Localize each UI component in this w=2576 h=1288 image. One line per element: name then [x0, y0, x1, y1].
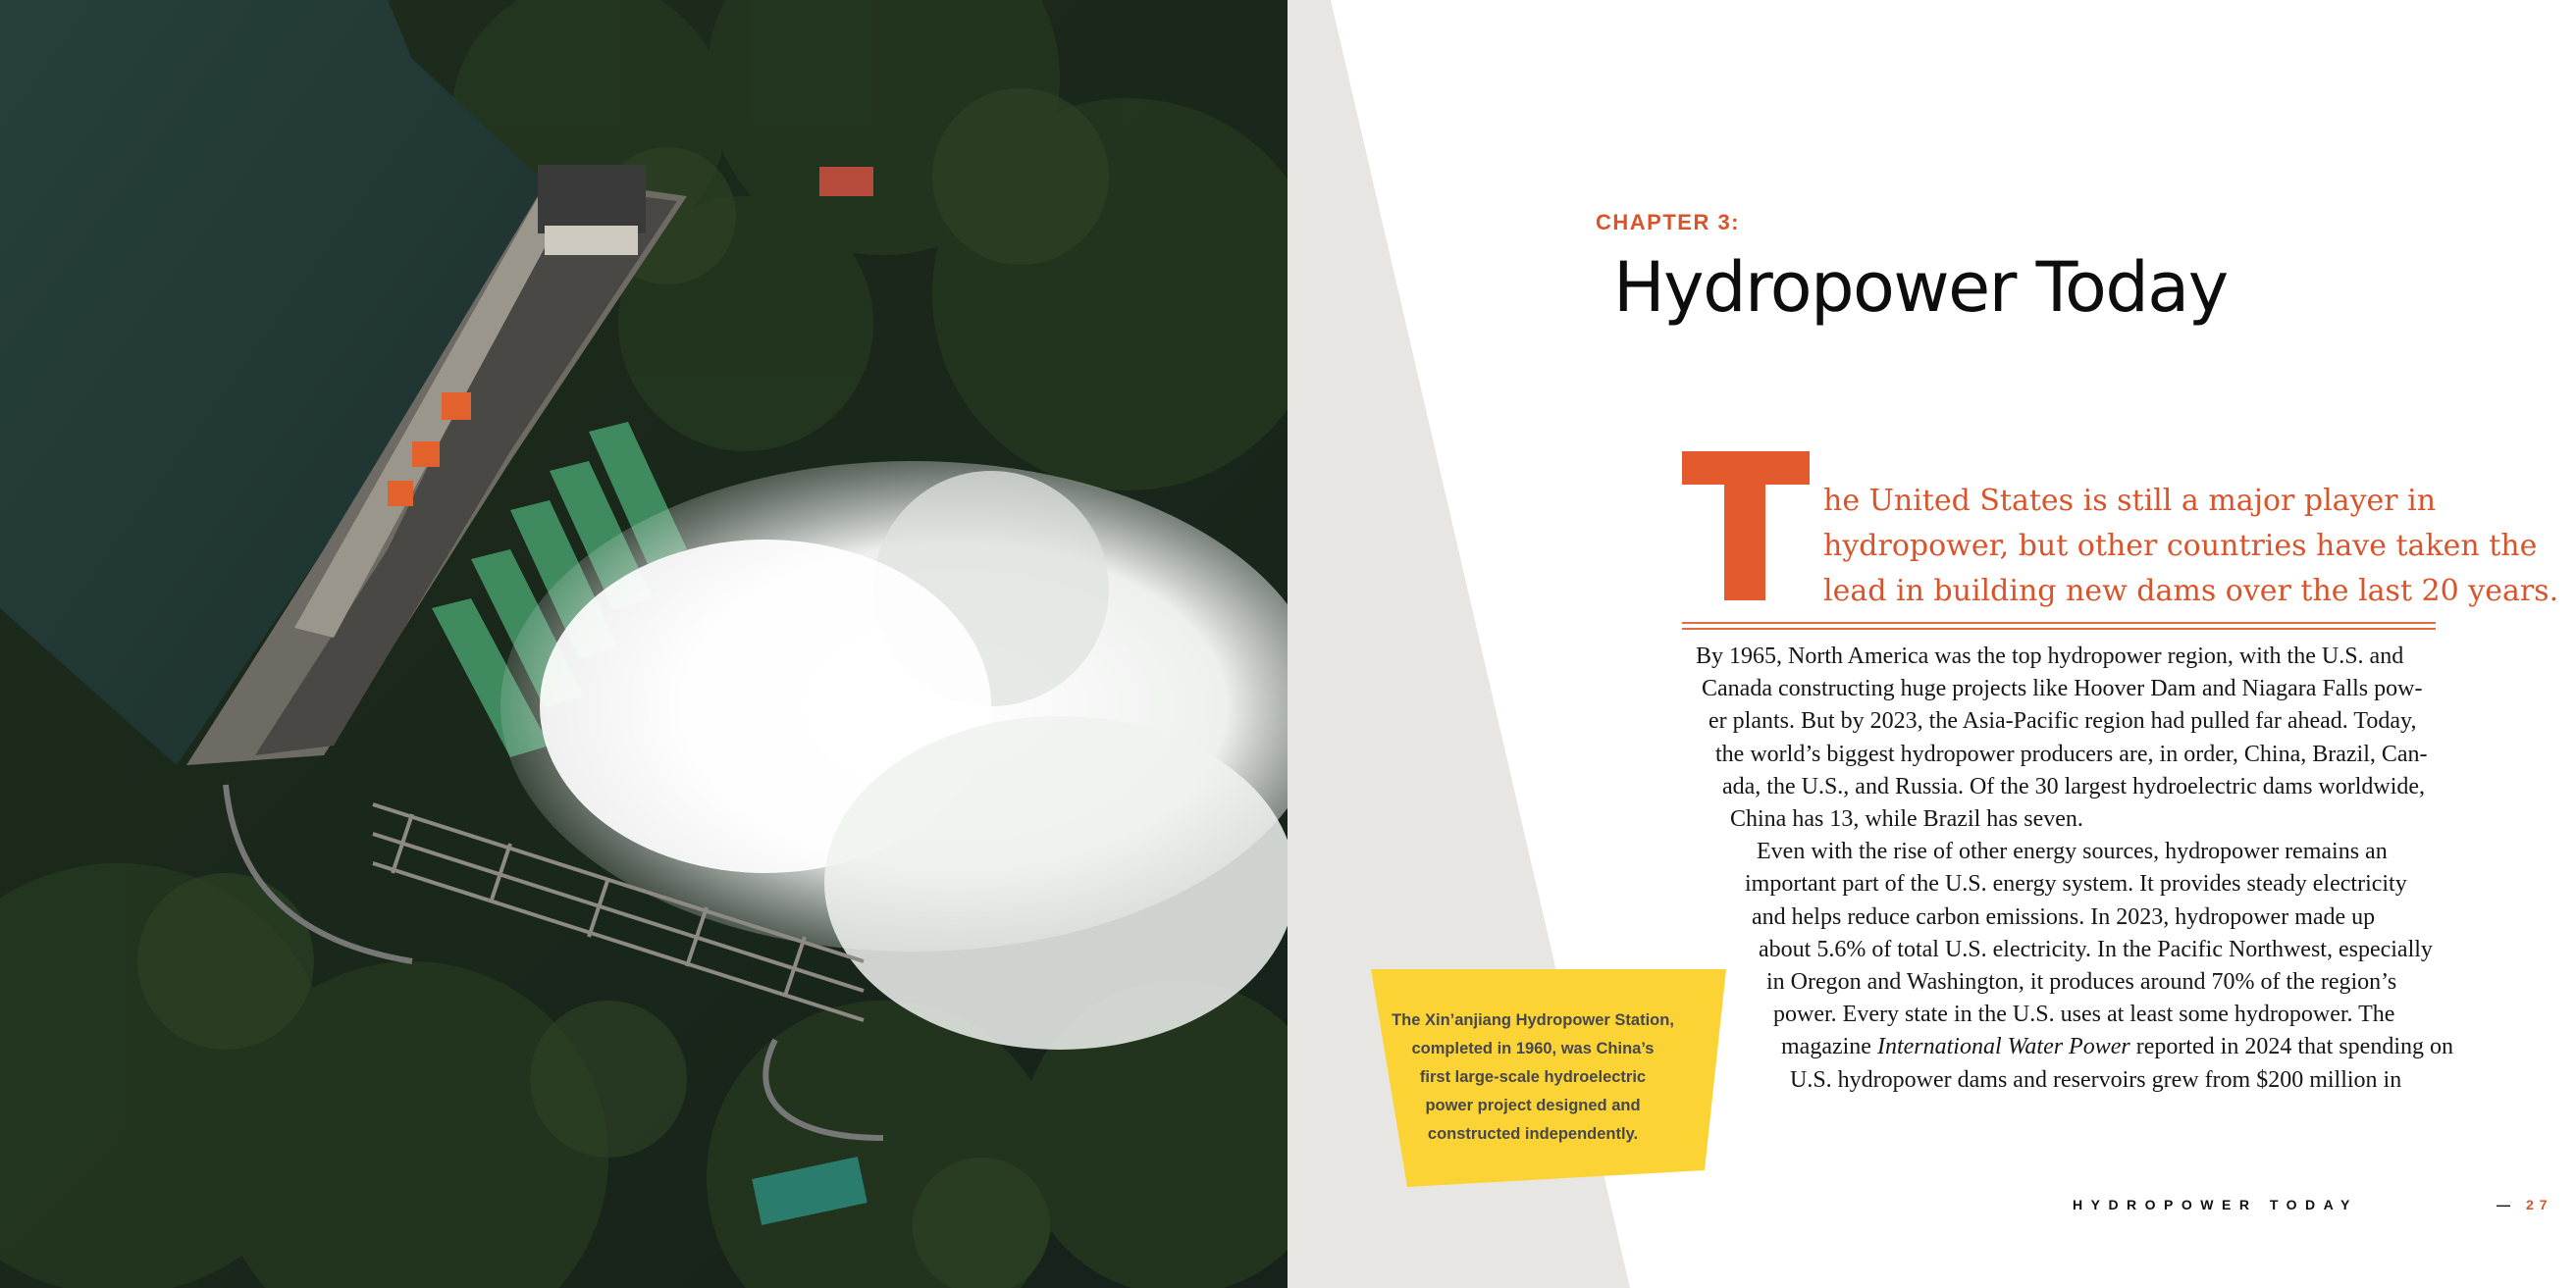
divider-rule — [1682, 628, 2436, 630]
caption-line: completed in 1960, was China’s — [1411, 1040, 1655, 1057]
body-line: ada, the U.S., and Russia. Of the 30 largest hydroelectric dams worldwide, — [1722, 774, 2426, 799]
caption-line: power project designed and — [1425, 1097, 1641, 1114]
body-line — [1781, 1031, 2453, 1063]
magazine-title: International Water Power — [1876, 1034, 2130, 1059]
body-line: power. Every state in the U.S. uses at least some hydropower. The — [1773, 1002, 2395, 1027]
body-line: Canada constructing huge projects like Hoover Dam and Niagara Falls pow- — [1702, 676, 2423, 701]
body-line: U.S. hydropower dams and reservoirs grew from $200 million in — [1790, 1067, 2402, 1093]
page-number: 27 — [2526, 1197, 2553, 1212]
divider-rule — [1682, 622, 2436, 624]
lede-line: he United States is still a major player in — [1823, 484, 2437, 518]
body-line: er plants. But by 2023, the Asia-Pacific region had pulled far ahead. Today, — [1709, 708, 2417, 734]
chapter-label: CHAPTER 3: — [1596, 210, 1741, 234]
caption-text — [1371, 1006, 1695, 1149]
body-line: and helps reduce carbon emissions. In 2023, hydropower made up — [1752, 904, 2376, 930]
chapter-title: Hydropower Today — [1613, 247, 2228, 328]
footer-dash: — — [2497, 1197, 2510, 1212]
photo-caption — [1371, 969, 1729, 1187]
running-head: HYDROPOWER TODAY — [2073, 1197, 2358, 1212]
lede-paragraph — [1823, 479, 2559, 614]
caption-line: The Xin’anjiang Hydropower Station, — [1392, 1011, 1674, 1029]
lede-line: hydropower, but other countries have taken the — [1823, 529, 2538, 563]
body-line: China has 13, while Brazil has seven. — [1730, 806, 2083, 832]
body-line: By 1965, North America was the top hydropower region, with the U.S. and — [1696, 644, 2404, 669]
lede-line: lead in building new dams over the last 20 years. — [1823, 574, 2559, 608]
body-line-prefix: magazine — [1781, 1034, 1877, 1059]
body-line: important part of the U.S. energy system. It provides steady electricity — [1745, 871, 2407, 897]
body-line: the world’s biggest hydropower producers are, in order, China, Brazil, Can- — [1715, 742, 2428, 767]
caption-line: first large-scale hydroelectric — [1419, 1068, 1647, 1086]
body-line: in Oregon and Washington, it produces around 70% of the region’s — [1766, 969, 2397, 995]
body-line: Even with the rise of other energy sources, hydropower remains an — [1757, 839, 2388, 864]
body-line: about 5.6% of total U.S. electricity. In the Pacific Northwest, especially — [1759, 937, 2433, 962]
page-footer — [2073, 1197, 2553, 1216]
body-line-rest: reported in 2024 that spending on — [2135, 1034, 2453, 1059]
caption-line: constructed independently. — [1427, 1125, 1639, 1143]
drop-cap-T — [1682, 451, 1810, 600]
